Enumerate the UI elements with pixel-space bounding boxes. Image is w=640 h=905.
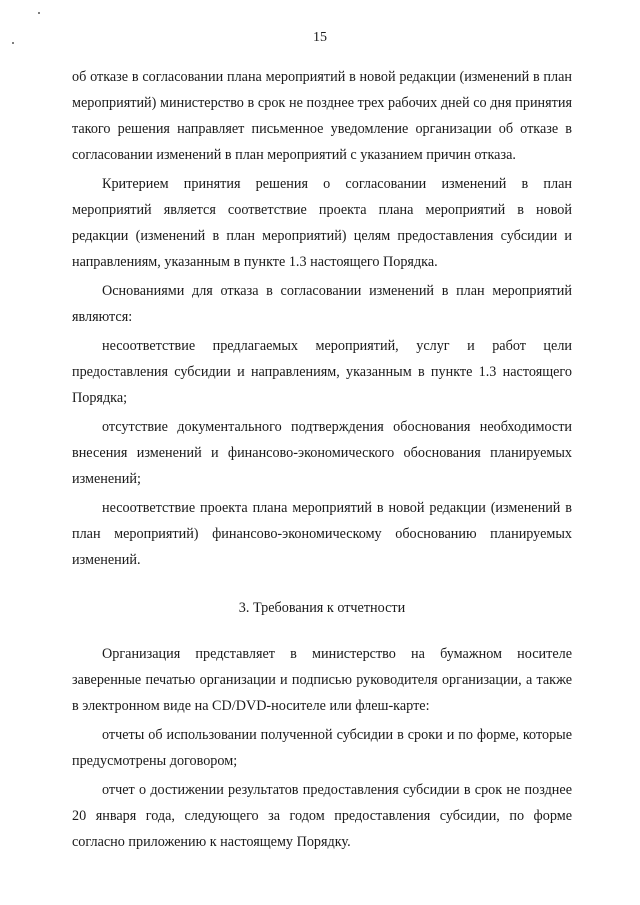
document-body xyxy=(72,64,572,855)
list-item: отсутствие документального подтверждения обоснования необходимости внесения изменений и финансово-экономического обоснования планируемых изменений; xyxy=(72,419,572,487)
section-heading: 3. Требования к отчетности xyxy=(238,600,406,616)
paragraph: об отказе в согласовании плана мероприятий в новой редакции (изменений в план мероприятий) министерство в срок не позднее трех рабочих дней со дня принятия такого решения направляет письменное уведомление организации об отказе в согласовании изменений в план мероприятий с указанием причин отказа. xyxy=(72,69,572,163)
paragraph: Критерием принятия решения о согласовании изменений в план мероприятий является соответствие проекта плана мероприятий в новой редакции (изменений в план мероприятий) целям предоставления субсидии и направлениям, указанным в пункте 1.3 настоящего Порядка. xyxy=(72,176,572,270)
paragraph: Организация представляет в министерство на бумажном носителе заверенные печатью организации и подписью руководителя организации, а также в электронном виде на CD/DVD-носителе или флеш-карте: xyxy=(72,646,572,714)
list-item: отчеты об использовании полученной субсидии в сроки и по форме, которые предусмотрены договором; xyxy=(72,727,572,769)
list-item: отчет о достижении результатов предоставления субсидии в срок не позднее 20 января года, следующего за годом предоставления субсидии, по форме согласно приложению к настоящему Порядку. xyxy=(72,782,572,850)
list-item: несоответствие предлагаемых мероприятий, услуг и работ цели предоставления субсидии и направлениям, указанным в пункте 1.3 настоящего Порядка; xyxy=(72,338,572,406)
page-number: 15 xyxy=(313,30,327,45)
list-item: несоответствие проекта плана мероприятий в новой редакции (изменений в план мероприятий) финансово-экономическому обоснованию планируемых изменений. xyxy=(72,500,572,568)
scan-speck xyxy=(38,12,40,14)
paragraph: Основаниями для отказа в согласовании изменений в план мероприятий являются: xyxy=(72,283,572,325)
